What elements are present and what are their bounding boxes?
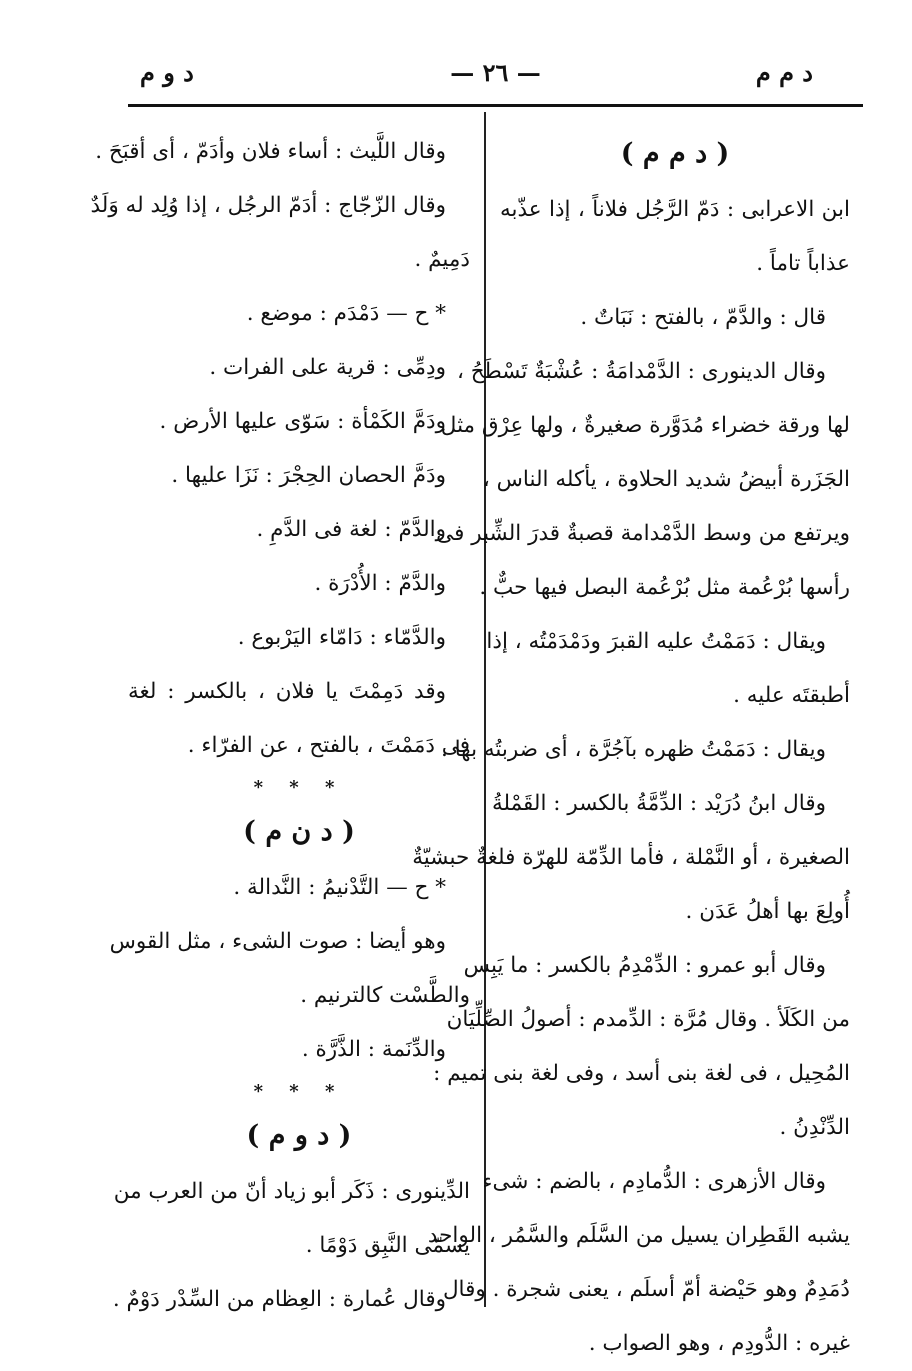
text-line: وهو أيضا : صوت الشىء ، مثل القوس [109, 929, 446, 954]
entry-heading-damm: ( د م م ) [620, 138, 730, 169]
header-rule [128, 104, 863, 107]
text-line: والدِّنَمة : الذَّرَّة . [301, 1037, 446, 1062]
text-line: الدِّنْدِنُ . [779, 1115, 850, 1140]
text-line: والدَّمّ : الأُدْرَة . [314, 571, 446, 596]
page-number: — ٢٦ — [450, 58, 541, 87]
text-line: ودَمَّ الكَمْأة : سَوّى عليها الأرض . [159, 409, 446, 434]
text-line: ويرتفع من وسط الدَّمْدامة قصبةٌ قدرَ الشِّبر فى [436, 521, 850, 546]
text-line: الجَزَرة أبيضُ شديد الحلاوة ، يأكله الناس ، [482, 467, 850, 492]
text-line: وقال الزّجّاج : أدَمّ الرجُل ، إذا وُلِد له وَلَدٌ [90, 193, 446, 218]
text-line: أطبقتَه عليه . [733, 683, 850, 708]
text-line: ابن الاعرابى : دَمّ الرَّجُل فلاناً ، إذا عذّبه [500, 197, 850, 222]
text-line: الصغيرة ، أو النَّمْلة ، فأما الدِّمّة للهرّة فلغةٌ حبشيّةٌ [412, 845, 850, 870]
text-line: ويقال : دَمَمْتُ عليه القبرَ ودَمْدَمْتُه ، إذا [486, 629, 826, 654]
text-line: والطَّسْت كالترنيم . [300, 983, 470, 1008]
text-line: قال : والدَّمّ ، بالفتح : نَبَاتٌ . [580, 305, 826, 330]
entry-heading-danam: ( د ن م ) [243, 816, 355, 847]
text-line: غيره : الدُّودِم ، وهو الصواب . [588, 1331, 850, 1356]
column-divider [484, 112, 486, 1307]
text-line: دُمَدِمٌ وهو حَيْضة أمّ أسلَم ، يعنى شجرة . وقال [442, 1277, 850, 1302]
text-line: أُولِعَ بها أهلُ عَدَن . [685, 899, 850, 924]
text-line: وقال ابنُ دُرَيْد : الدِّمَّةُ بالكسر : القَمْلةُ [491, 791, 826, 816]
text-line: المُحِيل ، فى لغة بنى أسد ، وفى لغة بنى تميم : [433, 1061, 850, 1086]
text-line: لها ورقة خضراء مُدَوَّرة صغيرةٌ ، ولها عِرْق مثل [440, 413, 850, 438]
text-line: ويقال : دَمَمْتُ ظهره بآجُرَّة ، أى ضربتُه بها . [440, 737, 826, 762]
header-right-root: د م م [755, 58, 813, 87]
text-line: وقال اللَّيث : أساء فلان وأدَمّ ، أى أقبَحَ . [95, 139, 446, 164]
text-line: يسمّى النَّبِق دَوْمًا . [305, 1233, 470, 1258]
text-line: عذاباً تاماً . [756, 251, 850, 276]
text-line: والدَّمّاء : دَامّاء اليَرْبوع . [237, 625, 446, 650]
header-left-root: د و م [140, 58, 194, 87]
text-line: وقال الأزهرى : الدُّمادِم ، بالضم : شىء [482, 1169, 826, 1194]
text-line: * ح — دَمْدَم : موضع . [246, 301, 446, 326]
text-line: ودَمَّ الحصان الحِجْرَ : نَزَا عليها . [171, 463, 446, 488]
section-separator: * * * [253, 1081, 345, 1102]
text-line: يشبه القَطِران يسيل من السَّلَم والسَّمُر ، الواحد [427, 1223, 850, 1248]
text-line: ودِمِّى : قرية على الفرات . [209, 355, 446, 380]
text-line: رأسها بُرْعُمة مثل بُرْعُمة البصل فيها حبٌّ . [479, 575, 850, 600]
left-column [90, 125, 470, 1327]
text-line: دَمِيمٌ . [414, 247, 470, 272]
text-line: وقال عُمارة : العِظام من السِّدْر دَوْمٌ . [112, 1287, 446, 1312]
text-line: فى دَمَمْتَ ، بالفتح ، عن الفرّاء . [187, 733, 470, 758]
text-line: من الكَلَأ . وقال مُرَّة : الدِّمدم : أصولُ الصِّلِّيَان [446, 1007, 850, 1032]
section-separator: * * * [253, 777, 345, 798]
text-line: وقال أبو عمرو : الدِّمْدِمُ بالكسر : ما يَبِس [463, 953, 826, 978]
text-line: وقد دَمِمْتَ يا فلان ، بالكسر : لغة [128, 679, 446, 704]
text-line: وقال الدينورى : الدَّمْدامَةُ : عُشْبَةٌ تَسْطَحُ ، [456, 359, 826, 384]
text-line: الدِّينورى : ذَكَر أبو زياد أنّ من العرب من [113, 1179, 470, 1204]
entry-heading-dawm: ( د و م ) [246, 1120, 352, 1151]
page-header [128, 58, 863, 98]
text-line: * ح — التَّدْنيمُ : النَّدالة . [233, 875, 446, 900]
text-line: والدَّمّ : لغة فى الدَّمِ . [256, 517, 446, 542]
